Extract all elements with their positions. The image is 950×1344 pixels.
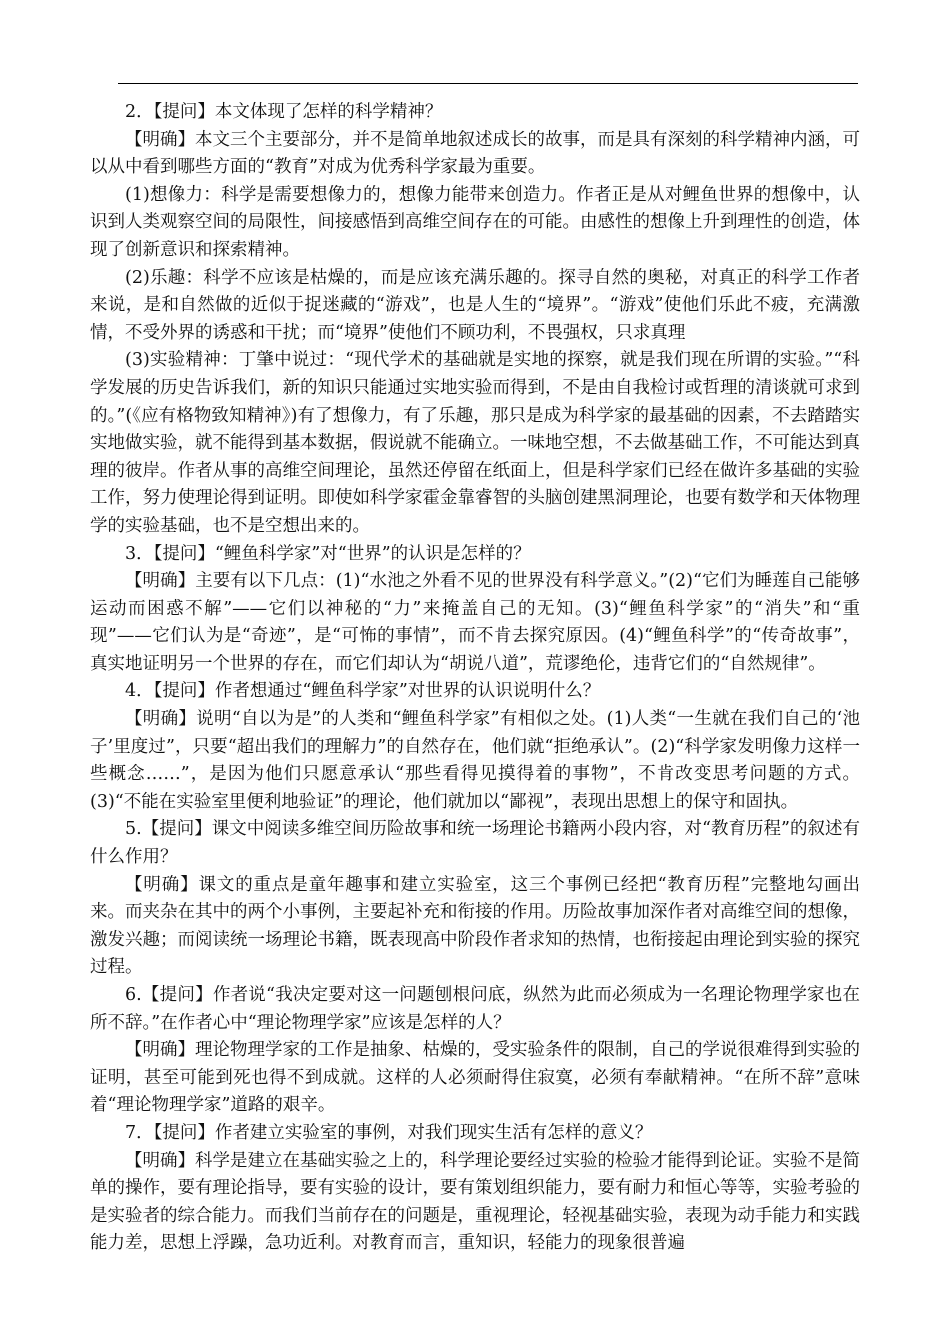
paragraph-answer-2: 【明确】本文三个主要部分，并不是简单地叙述成长的故事，而是具有深刻的科学精神内涵，可以从中看到哪些方面的“教育”对成为优秀科学家最为重要。 — [90, 129, 860, 178]
paragraph-answer-6: 【明确】理论物理学家的工作是抽象、枯燥的，受实验条件的限制，自己的学说很难得到实验的证明，甚至可能到死也得不到成就。这样的人必须耐得住寂寞，必须有奉献精神。“在所不辞”意味着“理论物理学家”道路的艰辛。 — [90, 1040, 860, 1116]
header-rule — [118, 83, 858, 84]
document-body — [90, 99, 860, 1258]
paragraph-question-7: 7．【提问】作者建立实验室的事例，对我们现实生活有怎样的意义？ — [125, 1122, 653, 1143]
paragraph-fun: (2)乐趣：科学不应该是枯燥的，而是应该充满乐趣的。探寻自然的奥秘，对真正的科学工作者来说，是和自然做的近似于捉迷藏的“游戏”，也是人生的“境界”。“游戏”使他们乐此不疲，充满激情，不受外界的诱惑和干扰；而“境界”使他们不顾功利，不畏强权，只求真理 — [90, 267, 860, 343]
paragraph-experiment-spirit: (3)实验精神：丁肇中说过：“现代学术的基础就是实地的探察，就是我们现在所谓的实验。”“科学发展的历史告诉我们，新的知识只能通过实地实验而得到，不是由自我检讨或哲理的清谈就可求到的。”(《应有格物致知精神》)有了想像力，有了乐趣，那只是成为科学家的最基础的因素，不去踏踏实实地做实验，就不能得到基本数据，假说就不能确立。一味地空想，不去做基础工作，不可能达到真理的彼岸。作者从事的高维空间理论，虽然还停留在纸面上，但是科学家们已经在做许多基础的实验工作，努力使理论得到证明。即使如科学家霍金靠睿智的头脑创建黑洞理论，也要有数学和天体物理学的实验基础，也不是空想出来的。 — [90, 350, 860, 536]
paragraph-question-6: 6.【提问】作者说“我决定要对这一问题刨根问底，纵然为此而必须成为一名理论物理学家也在所不辞。”在作者心中“理论物理学家”应该是怎样的人？ — [90, 985, 860, 1033]
paragraph-answer-7: 【明确】科学是建立在基础实验之上的，科学理论要经过实验的检验才能得到论证。实验不是简单的操作，要有理论指导，要有实验的设计，要有策划组织能力，要有耐力和恒心等等，实验考验的是实验者的综合能力。而我们当前存在的问题是，重视理论，轻视基础实验，表现为动手能力和实践能力差，思想上浮躁，急功近利。对教育而言，重知识，轻能力的现象很普遍 — [90, 1150, 860, 1254]
paragraph-answer-4: 【明确】说明“自以为是”的人类和“鲤鱼科学家”有相似之处。(1)人类“一生就在我们自己的‘池子’里度过”，只要“超出我们的理解力”的自然存在，他们就“拒绝承认”。(2)“科学家发明像力这样一些概念……”，是因为他们只愿意承认“那些看得见摸得着的事物”，不肯改变思考问题的方式。(3)“不能在实验室里便利地验证”的理论，他们就加以“鄙视”，表现出思想上的保守和固执。 — [90, 709, 860, 812]
paragraph-question-2: 2．【提问】本文体现了怎样的科学精神？ — [125, 102, 443, 122]
paragraph-question-3: 3．【提问】“鲤鱼科学家”对“世界”的认识是怎样的？ — [125, 543, 531, 564]
paragraph-answer-3: 【明确】主要有以下几点：(1)“水池之外看不见的世界没有科学意义。”(2)“它们为睡莲自己能够运动而困惑不解”——它们以神秘的“力”来掩盖自己的无知。(3)“鲤鱼科学家”的“消失”和“重现”——它们认为是“奇迹”，是“可怖的事情”，而不肯去探究原因。(4)“鲤鱼科学”的“传奇故事”，真实地证明另一个世界的存在，而它们却认为“胡说八道”，荒谬绝伦，违背它们的“自然规律”。 — [90, 571, 860, 674]
paragraph-imagination: (1)想像力：科学是需要想像力的，想像力能带来创造力。作者正是从对鲤鱼世界的想像中，认识到人类观察空间的局限性，间接感悟到高维空间存在的可能。由感性的想像上升到理性的创造，体现了创新意识和探索精神。 — [90, 184, 860, 260]
paragraph-question-4: 4．【提问】作者想通过“鲤鱼科学家”对世界的认识说明什么？ — [125, 681, 601, 702]
paragraph-question-5: 5.【提问】课文中阅读多维空间历险故事和统一场理论书籍两小段内容，对“教育历程”的叙述有什么作用？ — [90, 819, 860, 868]
paragraph-answer-5: 【明确】课文的重点是童年趣事和建立实验室，这三个事例已经把“教育历程”完整地勾画出来。而夹杂在其中的两个小事例，主要起补充和衔接的作用。历险故事加深作者对高维空间的想像，激发兴趣；而阅读统一场理论书籍，既表现高中阶段作者求知的热情，也衔接起由理论到实验的探究过程。 — [90, 874, 860, 978]
